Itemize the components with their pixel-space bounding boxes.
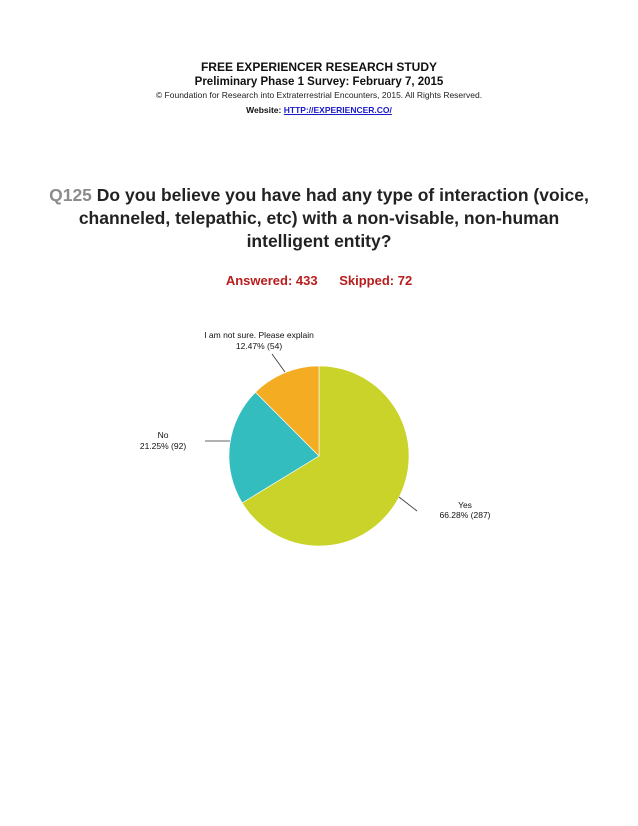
question-number: Q125 bbox=[49, 185, 92, 205]
website-link[interactable]: HTTP://EXPERIENCER.CO/ bbox=[283, 105, 392, 115]
slice-label: I am not sure. Please explain bbox=[204, 330, 314, 340]
slice-value-label: 66.28% (287) bbox=[439, 510, 491, 520]
survey-subtitle: Preliminary Phase 1 Survey: February 7, 2015 bbox=[194, 76, 444, 88]
answered-count: Answered: 433 bbox=[225, 273, 318, 288]
question-text: Do you believe you have had any type of interaction (voice, channeled, telepathic, etc) with a non-visable, non-human intelligent entity? bbox=[78, 185, 589, 251]
leader-line bbox=[272, 354, 285, 372]
skipped-count: Skipped: 72 bbox=[339, 273, 413, 288]
slice-value-label: 12.47% (54) bbox=[235, 341, 283, 351]
leader-line bbox=[399, 497, 417, 511]
slice-value-label: 21.25% (92) bbox=[139, 441, 187, 451]
slice-label: Yes bbox=[458, 500, 472, 510]
copyright-notice: © Foundation for Research into Extraterrestrial Encounters, 2015. All Rights Reserved. bbox=[155, 90, 483, 100]
slice-label: No bbox=[157, 430, 169, 440]
website-label: Website: bbox=[246, 105, 282, 115]
study-title: FREE EXPERIENCER RESEARCH STUDY bbox=[200, 60, 438, 74]
